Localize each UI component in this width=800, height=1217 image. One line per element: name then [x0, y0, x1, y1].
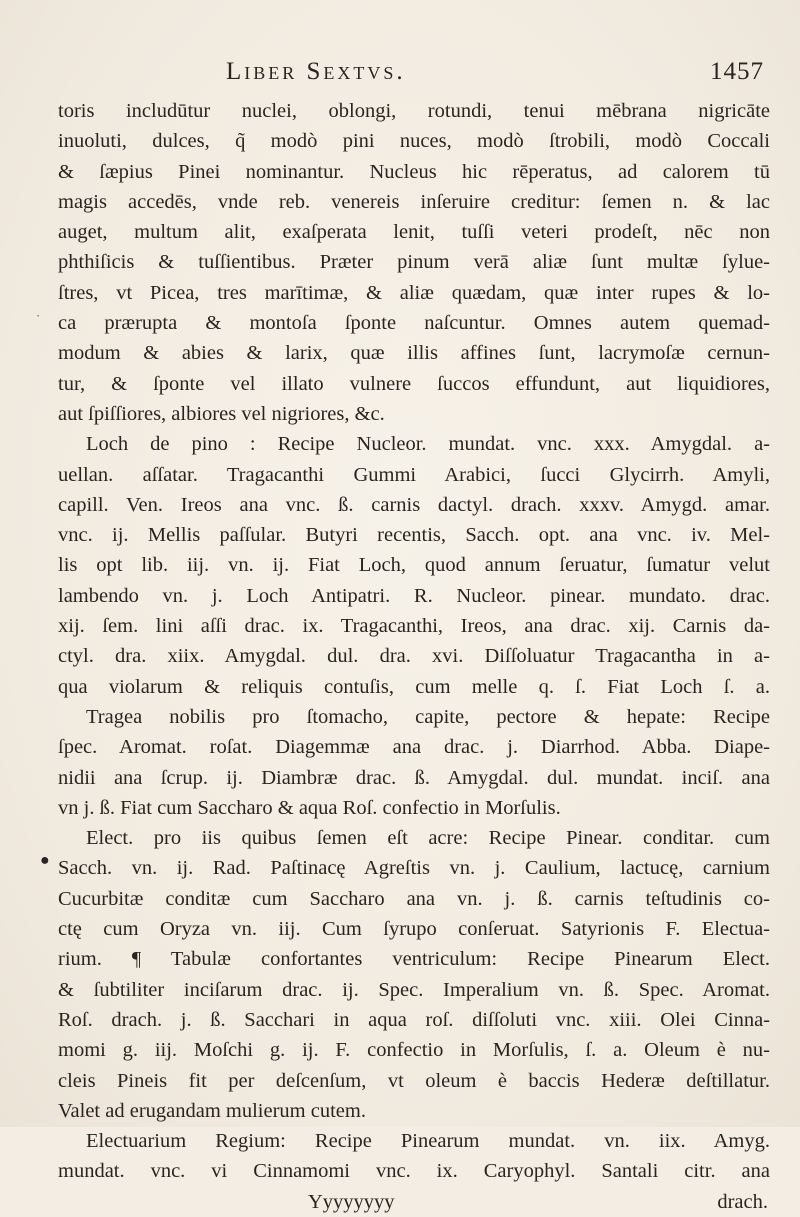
page-number: 1457: [710, 58, 764, 85]
body-text: [58, 96, 770, 1217]
running-head-title: Liber Sextvs.: [226, 58, 406, 85]
text-line: Tragea nobilis pro ſtomacho, capite, pectore & hepate: Recipe: [86, 705, 770, 728]
text-line: auget, multum alit, exaſperata lenit, tuſſi veteri prodeſt, nēc non: [58, 221, 770, 244]
text-line: magis accedēs, vnde reb. venereis inſeruire creditur: ſemen n. & lac: [58, 190, 770, 213]
text-line: qua violarum & reliquis contuſis, cum melle q. ſ. Fiat Loch ſ. a.: [58, 675, 770, 698]
margin-bullet: ●: [40, 852, 50, 869]
text-line: rium. ¶ Tabulæ confortantes ventriculum: Recipe Pinearum Elect.: [58, 948, 770, 971]
text-line: toris includūtur nuclei, oblongi, rotundi, tenui mēbrana nigricāte: [58, 100, 770, 122]
text-line: & ſæpius Pinei nominantur. Nucleus hic rēperatus, ad calorem tū: [58, 160, 770, 183]
page-footer: [58, 1187, 770, 1217]
text-line: tur, & ſponte vel illato vulnere ſuccos effundunt, aut liquidiores,: [58, 372, 770, 395]
text-line: ctyl. dra. xiix. Amygdal. dul. dra. xvi. Diſſoluatur Tragacantha in a-: [58, 645, 770, 668]
text-line: ſtres, vt Picea, tres marītimæ, & aliæ quædam, quæ inter rupes & lo-: [58, 281, 770, 304]
text-line: vn j. ß. Fiat cum Saccharo & aqua Roſ. confectio in Morſulis.: [58, 796, 561, 819]
text-line: Elect. pro iis quibus ſemen eſt acre: Recipe Pinear. conditar. cum: [86, 827, 770, 850]
text-line: aut ſpiſſiores, albiores vel nigriores, &c.: [58, 402, 385, 425]
text-line: capill. Ven. Ireos ana vnc. ß. carnis dactyl. drach. xxxv. Amygd. amar.: [58, 493, 770, 516]
text-line: lis opt lib. iij. vn. ij. Fiat Loch, quod annum ſeruatur, ſumatur velut: [58, 554, 770, 577]
text-line: nidii ana ſcrup. ij. Diambræ drac. ß. Amygdal. dul. mundat. inciſ. ana: [58, 766, 770, 789]
text-line: mundat. vnc. vi Cinnamomi vnc. ix. Caryophyl. Santali citr. ana: [58, 1160, 770, 1183]
signature-mark: Yyyyyyyy: [308, 1190, 395, 1213]
text-line: Electuarium Regium: Recipe Pinearum mundat. vn. iix. Amyg.: [86, 1130, 770, 1153]
text-line: Valet ad erugandam mulierum cutem.: [58, 1099, 366, 1122]
text-line: momi g. iij. Moſchi g. ij. F. confectio in Morſulis, ſ. a. Oleum è nu-: [58, 1039, 770, 1062]
text-line: inuoluti, dulces, q̃ modò pini nuces, modò ſtrobili, modò Coccali: [58, 130, 770, 153]
text-line: Sacch. vn. ij. Rad. Paſtinacę Agreſtis vn. j. Caulium, lactucę, carnium: [58, 857, 770, 880]
margin-mark: ·: [36, 308, 41, 323]
text-line: uellan. aſſatar. Tragacanthi Gummi Arabici, ſucci Glycirrh. Amyli,: [58, 463, 770, 486]
text-line: ſpec. Aromat. roſat. Diagemmæ ana drac. j. Diarrhod. Abba. Diape-: [58, 736, 770, 759]
text-line: Roſ. drach. j. ß. Sacchari in aqua roſ. diſſoluti vnc. xiii. Olei Cinna-: [58, 1008, 770, 1031]
text-line: ca prærupta & montoſa ſponte naſcuntur. Omnes autem quemad-: [58, 312, 770, 335]
text-line: Loch de pino : Recipe Nucleor. mundat. vnc. xxx. Amygdal. a-: [86, 433, 770, 456]
text-line: vnc. ij. Mellis paſſular. Butyri recentis, Sacch. opt. ana vnc. iv. Mel-: [58, 524, 770, 547]
text-line: & ſubtiliter inciſarum drac. ij. Spec. Imperalium vn. ß. Spec. Aromat.: [58, 978, 770, 1001]
text-line: lambendo vn. j. Loch Antipatri. R. Nucleor. pinear. mundato. drac.: [58, 584, 770, 607]
catchword: drach.: [717, 1190, 768, 1213]
running-head: [0, 52, 800, 92]
text-line: cleis Pineis fit per deſcenſum, vt oleum è baccis Hederæ deſtillatur.: [58, 1069, 770, 1092]
text-line: Cucurbitæ conditæ cum Saccharo ana vn. j. ß. carnis teſtudinis co-: [58, 887, 770, 910]
text-line: phthiſicis & tuſſientibus. Præter pinum verā aliæ ſunt multæ ſylue-: [58, 251, 770, 274]
text-line: ctę cum Oryza vn. iij. Cum ſyrupo conſeruat. Satyrionis F. Electua-: [58, 918, 770, 941]
text-line: xij. ſem. lini aſſi drac. ix. Tragacanthi, Ireos, ana drac. xij. Carnis da-: [58, 615, 770, 638]
text-line: modum & abies & larix, quæ illis affines ſunt, lacrymoſæ cernun-: [58, 342, 770, 365]
